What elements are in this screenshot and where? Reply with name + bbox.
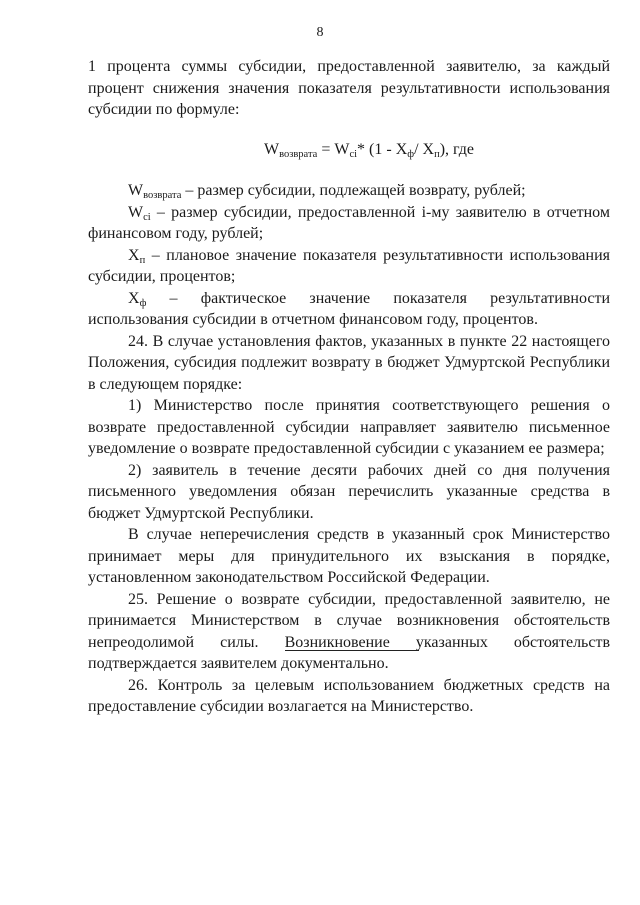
formula-wci-subscript: ci [349, 148, 358, 160]
page-number: 8 [316, 25, 324, 40]
formula-w-subscript: возврата [279, 148, 318, 160]
definition-x-fact: $X_ф$ – фактическое значение показателя результативности использования субсидии в отчетном финансовом году, процентов. [88, 289, 610, 328]
paragraph-24-item-2: 2) заявитель в течение десяти рабочих дней со дня получения письменного уведомления обязан перечислить указанные средства в бюджет Удмуртской Республики. [88, 461, 610, 522]
paragraph-24-nonpayment: В случае неперечисления средств в указанный срок Министерство принимает меры для принудительного их взыскания в порядке, установленном законодательством Российской Федерации. [88, 526, 610, 586]
definition-w-refund: $W_{возврата}$ – размер субсидии, подлежащей возврату, рублей; [128, 182, 526, 201]
formula-mid: * (1 - X [357, 140, 408, 158]
definition-w-ci: $W_{ci}$ – размер субсидии, предоставленной i-му заявителю в отчетном финансовом году, рублей; [88, 203, 610, 242]
paragraph-24: 24. В случае установления фактов, указанных в пункте 22 настоящего Положения, субсидия подлежит возврату в бюджет Удмуртской Республики в следующем порядке: [88, 332, 610, 393]
paragraph-24-item-1: 1) Министерство после принятия соответствующего решения о возврате предоставленной субсидии направляет заявителю письменное уведомление о возврате предоставленной субсидии с указанием ее размера; [88, 397, 610, 457]
formula-w: W [263, 140, 280, 158]
paragraph-26: 26. Контроль за целевым использованием бюджетных средств на предоставление субсидии возлагается на Министерство. [88, 676, 610, 715]
formula-slash: / X [414, 140, 435, 158]
intro-paragraph: 1 процента суммы субсидии, предоставленной заявителю, за каждый процент снижения значения показателя результативности использования субсидии по формуле: [88, 58, 610, 118]
end-separator-line [285, 650, 419, 651]
formula-end: ), где [439, 140, 475, 158]
formula-xf-subscript: ф [407, 148, 415, 160]
definition-x-plan: $X_п$ – плановое значение показателя результативности использования субсидии, процентов; [88, 246, 610, 285]
document-body [88, 56, 610, 718]
refund-formula [88, 139, 610, 161]
paragraph-25: 25. Решение о возврате субсидии, предоставленной заявителю, не принимается Министерством в случае возникновения обстоятельств непреодолимой силы. Возникновение указанных обстоятельств подтверждается заявителем документально. [88, 590, 610, 672]
formula-eq: = W [317, 140, 350, 158]
formula-xp-subscript: п [434, 148, 440, 160]
